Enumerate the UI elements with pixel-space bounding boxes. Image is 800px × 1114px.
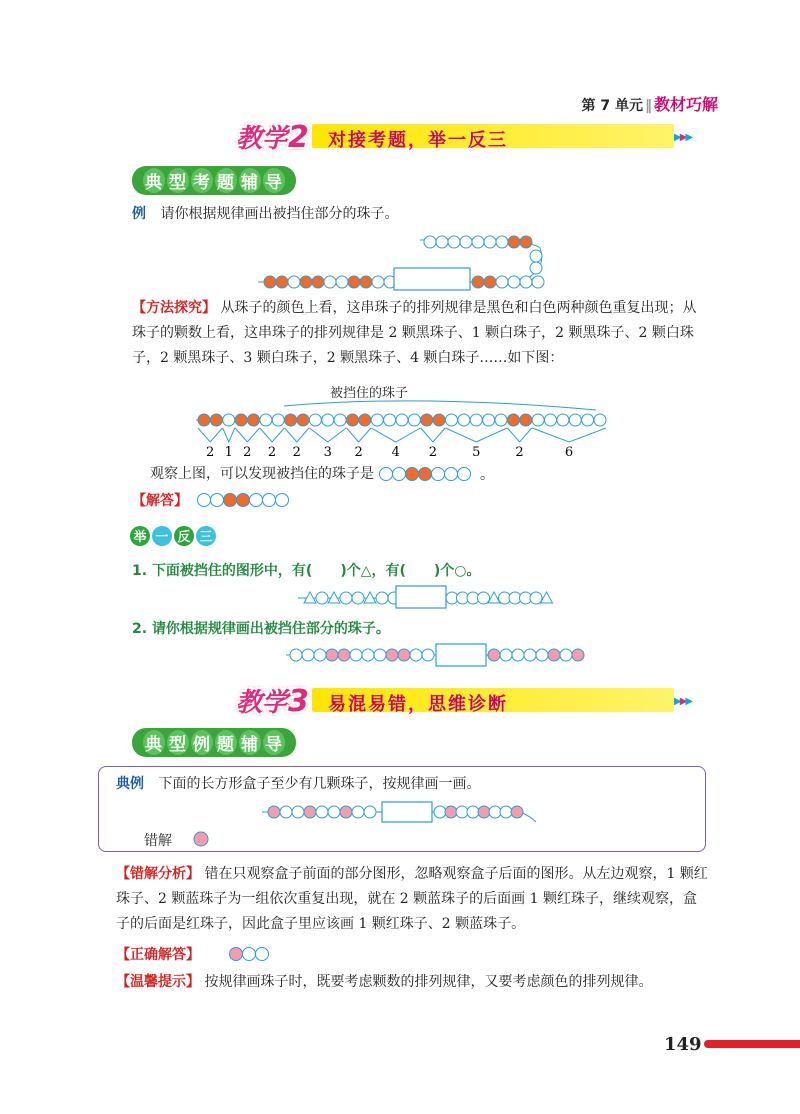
banner-title: 对接考题，举一反三: [328, 130, 508, 151]
group-count: 2: [428, 445, 438, 460]
example-marker: 例: [132, 206, 146, 222]
group-count: 2: [354, 445, 363, 460]
practice-char: 三: [199, 530, 213, 545]
practice-char: 反: [177, 530, 191, 545]
banner-label: 教学2: [236, 120, 309, 155]
tip-text: 按规律画珠子时，既要考虑颗数的排列规律，又要考虑颜色的排列规律。: [204, 974, 653, 990]
example-text: 请你根据规律画出被挡住部分的珠子。: [160, 206, 399, 222]
error-analysis-label: 【错解分析】: [116, 866, 200, 882]
correct-answer-label: 【正确解答】: [116, 947, 200, 963]
typical-text: 下面的长方形盒子至少有几颗珠子，按规律画一画。: [158, 776, 481, 792]
tip-label: 【温馨提示】: [116, 974, 200, 990]
group-count: 2: [515, 445, 524, 460]
tip-paragraph: [116, 970, 708, 995]
method-label: 【方法探究】: [132, 300, 216, 316]
q1-text: 下面被挡住的图形中，有( )个△，有( )个○。: [151, 563, 481, 579]
arrows-icon: ▶▶▶: [674, 696, 692, 707]
typical-label: 典例: [116, 776, 144, 792]
group-count: 6: [564, 445, 574, 460]
tag-typical-exam: 典 型 考 题 辅 导: [132, 166, 296, 195]
group-count: 2: [292, 445, 301, 460]
header-separator: ‖: [644, 98, 652, 114]
page-bar: [704, 1040, 800, 1048]
group-count: 3: [323, 445, 332, 460]
group-count: 5: [472, 445, 481, 460]
arrows-icon: ▶▶▶: [674, 132, 692, 143]
q2-text: 请你根据规律画出被挡住部分的珠子。: [151, 621, 390, 637]
group-count: 2: [206, 445, 215, 460]
practice-char: 一: [155, 530, 169, 545]
answer-label: 【解答】: [132, 493, 188, 509]
tag-typical-example: 典 型 例 题 辅 导: [132, 728, 296, 757]
section-title: 教材巧解: [653, 95, 718, 114]
practice-char: 举: [133, 530, 147, 545]
svg-text:。: 。: [480, 467, 494, 483]
q2-number: 2.: [132, 621, 148, 637]
group-count: 2: [243, 445, 252, 460]
hidden-beads-label: 被挡住的珠子: [330, 386, 409, 401]
observe-text: 观察上图，可以发现被挡住的珠子是: [150, 466, 374, 482]
q1-number: 1.: [132, 563, 148, 579]
group-count: 4: [391, 445, 400, 460]
group-count: 1: [224, 445, 233, 460]
group-count: 2: [267, 445, 277, 460]
method-text: 从珠子的颜色上看，这串珠子的排列规律是黑色和白色两种颜色重复出现；从珠子的颗数上看，这串珠子的排列规律是 2 颗黑珠子、1 颗白珠子，2 颗黑珠子、2 颗白珠子，2 颗黑珠子、3 颗白珠子，2 颗黑珠子、4 颗白珠子……如下图：: [132, 300, 697, 366]
banner-title: 易混易错，思维诊断: [328, 694, 508, 715]
page-number: 149: [664, 1034, 702, 1055]
unit-label: 第 7 单元: [581, 98, 643, 114]
banner-label: 教学3: [236, 684, 309, 719]
error-analysis-text: 错在只观察盒子前面的部分图形，忽略观察盒子后面的图形。从左边观察，1 颗红珠子、2 颗蓝珠子为一组依次重复出现，就在 2 颗蓝珠子的后面画 1 颗红珠子，继续观察，盒子的后面是红珠子，因此盒子里应该画 1 颗红珠子、2 颗蓝珠子。: [116, 866, 708, 932]
wrong-solution-label: 错解: [144, 833, 172, 849]
